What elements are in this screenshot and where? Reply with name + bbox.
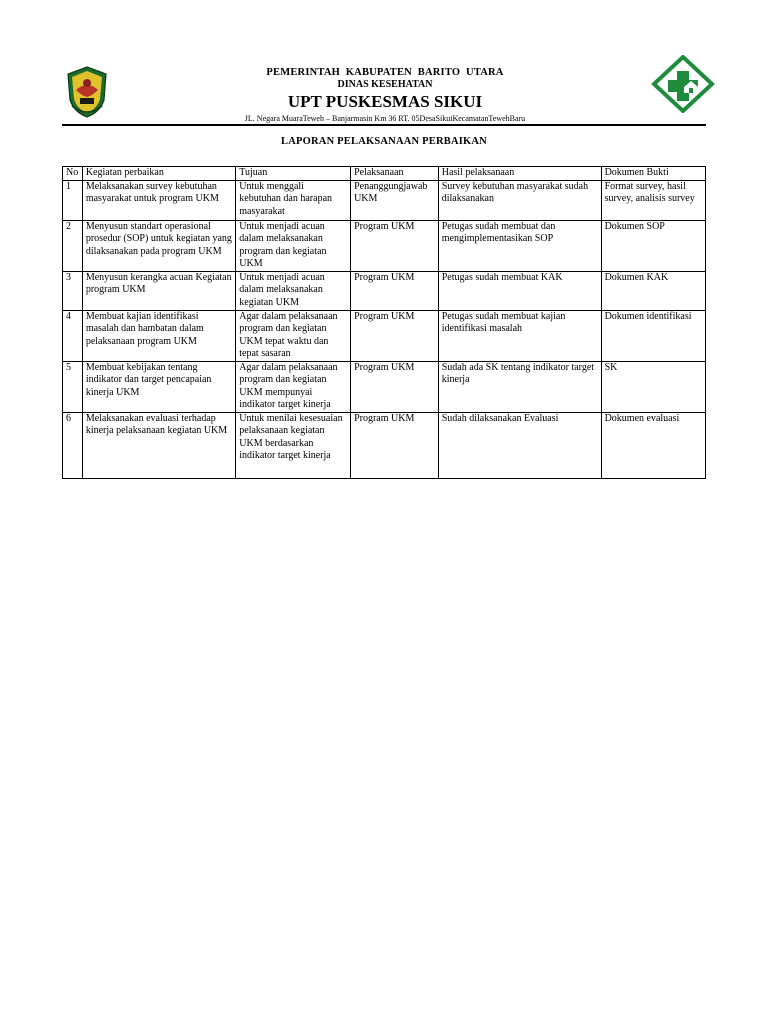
cell-no: 2: [63, 220, 83, 271]
cell-no: 6: [63, 412, 83, 478]
cell-kegiatan: Menyusun standart operasional prosedur (SOP) untuk kegiatan yang dilaksanakan pada program UKM: [82, 220, 235, 271]
column-header-kegiatan: Kegiatan perbaikan: [82, 167, 235, 181]
cell-hasil: Sudah dilaksanakan Evaluasi: [438, 412, 601, 478]
cell-pelaksanaan: Program UKM: [351, 220, 439, 271]
cell-dokumen: Dokumen identifikasi: [601, 310, 705, 361]
cell-pelaksanaan: Program UKM: [351, 310, 439, 361]
cell-dokumen: Dokumen evaluasi: [601, 412, 705, 478]
cell-tujuan: Untuk menjadi acuan dalam melaksanakan kegiatan UKM: [236, 271, 351, 310]
document-title: LAPORAN PELAKSANAAN PERBAIKAN: [281, 136, 487, 147]
puskesmas-logo-icon: [651, 55, 715, 113]
cell-hasil: Petugas sudah membuat KAK: [438, 271, 601, 310]
cell-tujuan: Agar dalam pelaksanaan program dan kegiatan UKM mempunyai indikator target kinerja: [236, 361, 351, 412]
cell-hasil: Petugas sudah membuat kajian identifikasi masalah: [438, 310, 601, 361]
table-row: [63, 310, 706, 361]
cell-tujuan: Untuk menggali kebutuhan dan harapan masyarakat: [236, 180, 351, 220]
cell-tujuan: Agar dalam pelaksanaan program dan kegiatan UKM tepat waktu dan tepat sasaran: [236, 310, 351, 361]
department-name: DINAS KESEHATAN: [337, 79, 433, 90]
table-header-row: [63, 167, 706, 181]
government-name: PEMERINTAH KABUPATEN BARITO UTARA: [266, 67, 504, 78]
table-row: [63, 361, 706, 412]
column-header-hasil: Hasil pelaksanaan: [438, 167, 601, 181]
cell-kegiatan: Melaksanakan survey kebutuhan masyarakat untuk program UKM: [82, 180, 235, 220]
cell-tujuan: Untuk menjadi acuan dalam melaksanakan program dan kegiatan UKM: [236, 220, 351, 271]
cell-no: 3: [63, 271, 83, 310]
cell-hasil: Survey kebutuhan masyarakat sudah dilaksanakan: [438, 180, 601, 220]
report-table: [62, 166, 706, 479]
column-header-dokumen: Dokumen Bukti: [601, 167, 705, 181]
cell-kegiatan: Membuat kebijakan tentang indikator dan target pencapaian kinerja UKM: [82, 361, 235, 412]
column-header-no: No: [63, 167, 83, 181]
cell-kegiatan: Membuat kajian identifikasi masalah dan hambatan dalam pelaksanaan program UKM: [82, 310, 235, 361]
cell-kegiatan: Menyusun kerangka acuan Kegiatan program UKM: [82, 271, 235, 310]
cell-hasil: Sudah ada SK tentang indikator target kinerja: [438, 361, 601, 412]
table-row: [63, 220, 706, 271]
cell-hasil: Petugas sudah membuat dan mengimplementasikan SOP: [438, 220, 601, 271]
cell-tujuan: Untuk menilai kesesuaian pelaksanaan kegiatan UKM berdasarkan indikator target kinerja: [236, 412, 351, 478]
cell-pelaksanaan: Program UKM: [351, 361, 439, 412]
cell-pelaksanaan: Program UKM: [351, 412, 439, 478]
address-line: JL. Negara MuaraTeweh – Banjarmasin Km 36 RT. 05DesaSikuiKecamatanTewehBaru: [244, 114, 526, 123]
cell-dokumen: Dokumen KAK: [601, 271, 705, 310]
column-header-tujuan: Tujuan: [236, 167, 351, 181]
cell-dokumen: Format survey, hasil survey, analisis survey: [601, 180, 705, 220]
table-row: [63, 180, 706, 220]
cell-no: 4: [63, 310, 83, 361]
column-header-pelaksanaan: Pelaksanaan: [351, 167, 439, 181]
cell-no: 5: [63, 361, 83, 412]
cell-pelaksanaan: Penanggungjawab UKM: [351, 180, 439, 220]
table-row: [63, 412, 706, 478]
cell-pelaksanaan: Program UKM: [351, 271, 439, 310]
cell-dokumen: Dokumen SOP: [601, 220, 705, 271]
table-row: [63, 271, 706, 310]
cell-no: 1: [63, 180, 83, 220]
cell-kegiatan: Melaksanakan evaluasi terhadap kinerja pelaksanaan kegiatan UKM: [82, 412, 235, 478]
cell-dokumen: SK: [601, 361, 705, 412]
regency-emblem-icon: [66, 66, 108, 118]
header-divider: [62, 124, 706, 126]
institution-name: UPT PUSKESMAS SIKUI: [287, 92, 483, 111]
